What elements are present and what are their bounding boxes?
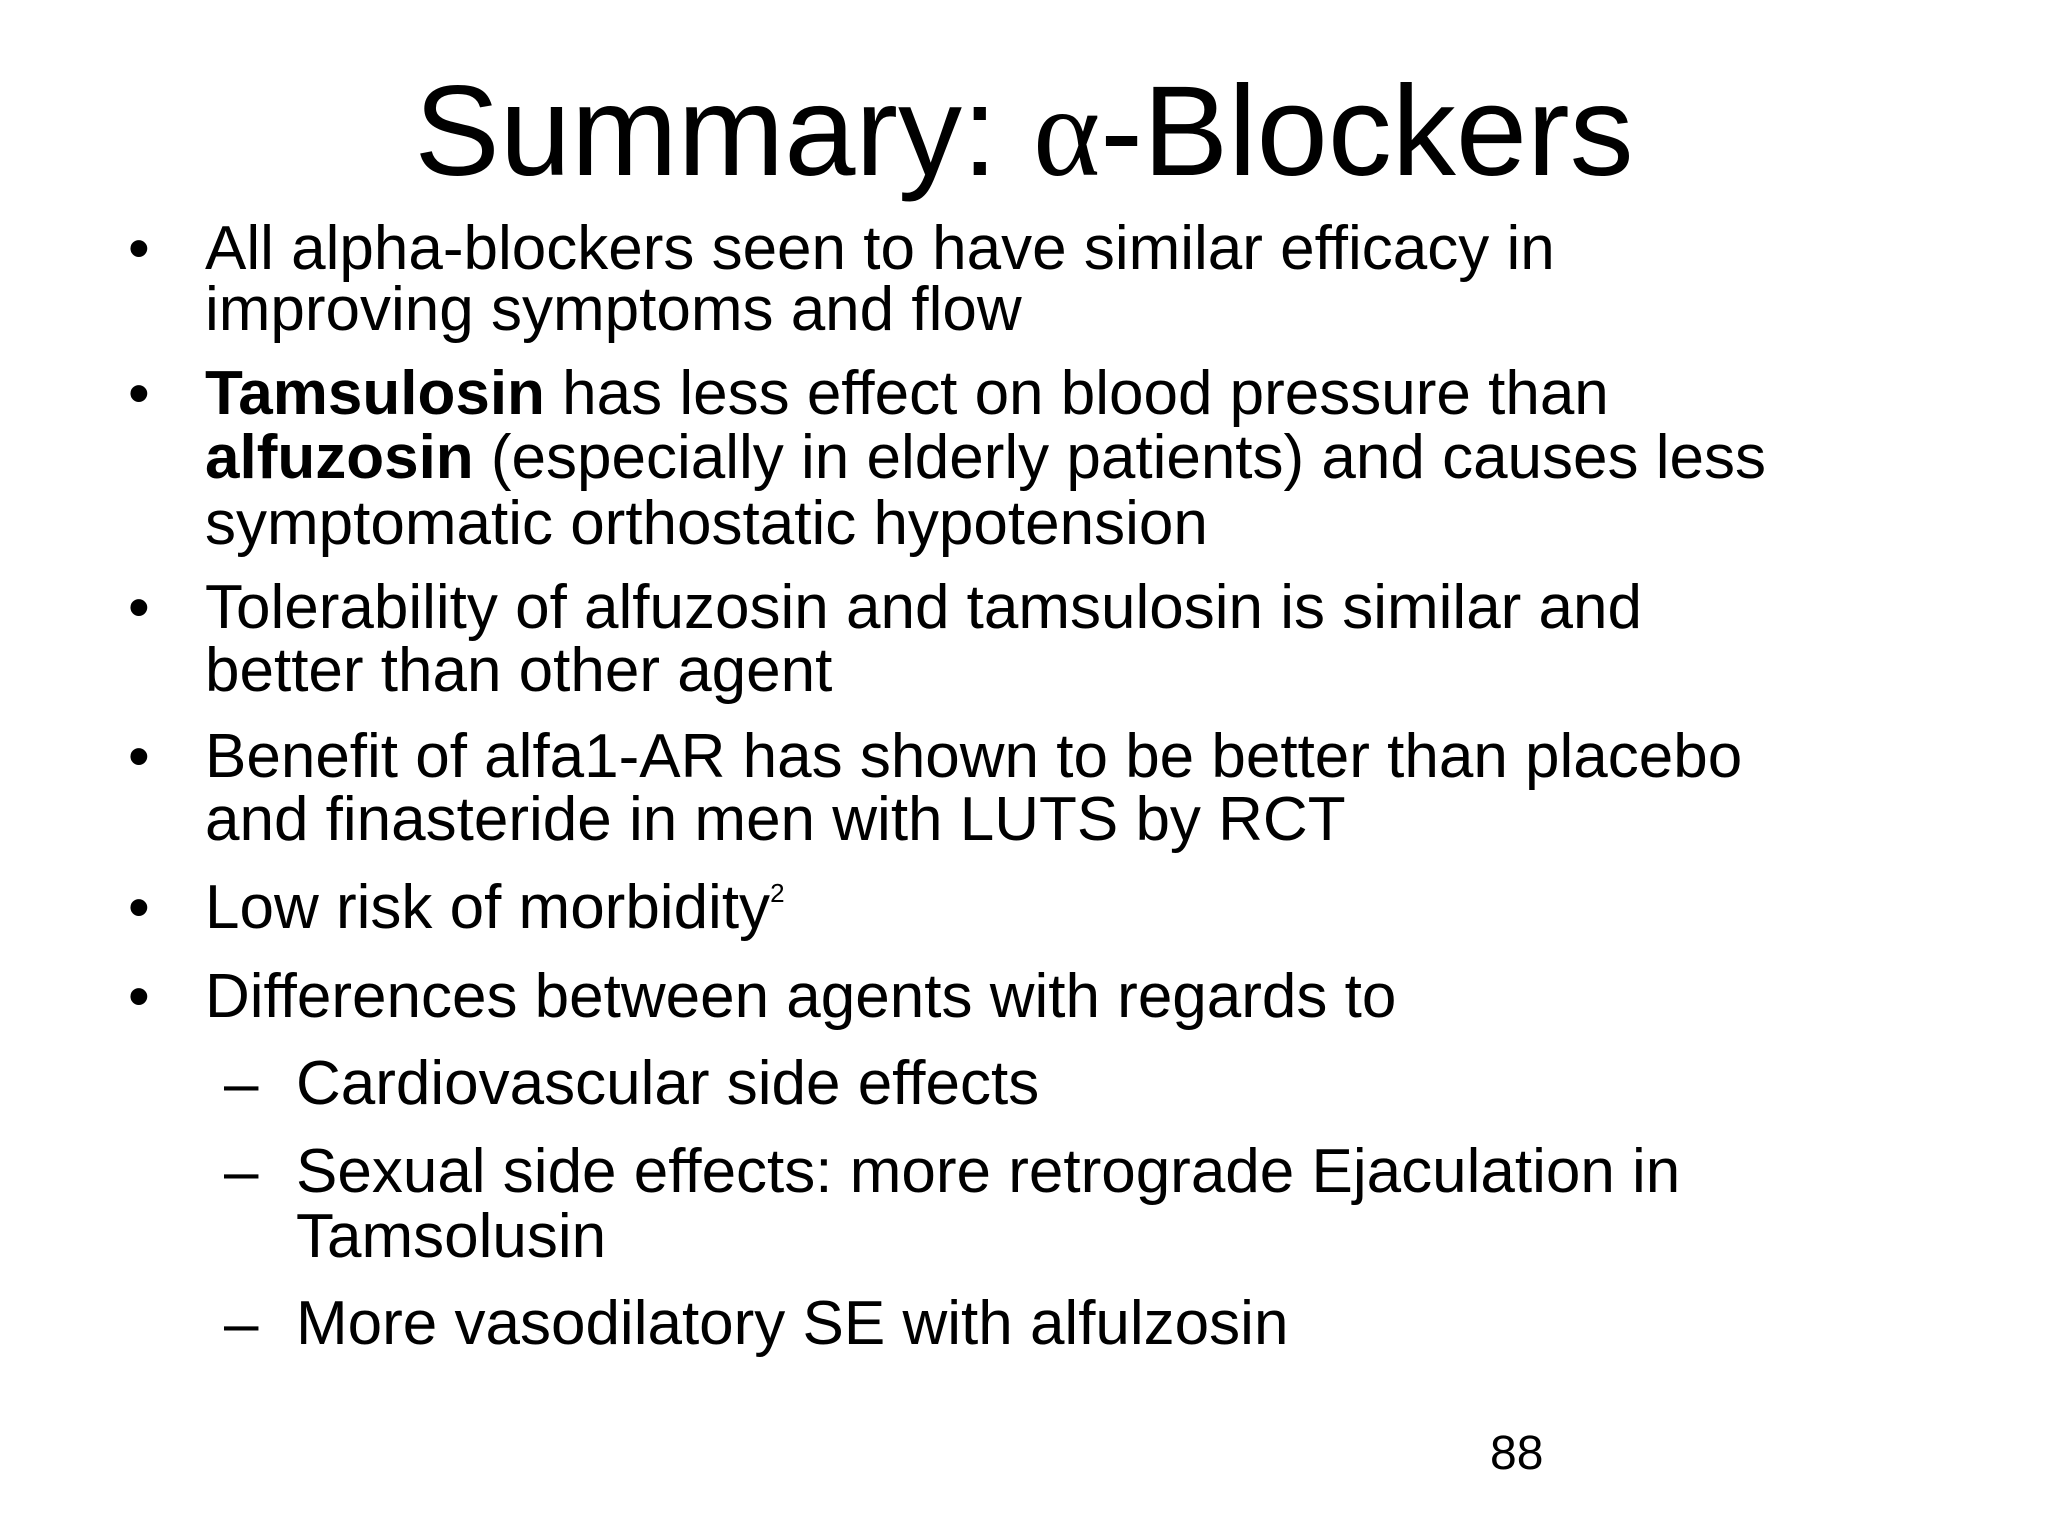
bullet-marker: • [128,359,150,428]
bullet-marker: • [128,573,150,642]
bullet-text [205,424,1766,492]
bullet-text: better than other agent [205,636,833,705]
page-number: 88 [1490,1427,1544,1480]
footnote-reference: 2 [770,878,785,908]
sub-item-text: Tamsolusin [296,1202,607,1271]
title-alpha-symbol: α [1033,61,1101,203]
bullet-marker: • [128,873,150,942]
bullet-text: and finasteride in men with LUTS by RCT [205,785,1346,854]
bullet-marker: • [128,722,150,791]
bullet-text-rest: has less effect on blood pressure than [544,359,1609,428]
bullet-text [205,360,1609,428]
bullet-text-main: Low risk of morbidity [205,873,771,942]
bold-term-tamsulosin: Tamsulosin [205,359,545,428]
dash-marker: – [224,1049,259,1118]
bullet-text [205,874,785,942]
bullet-text: Tolerability of alfuzosin and tamsulosin is similar and [205,573,1642,642]
bullet-text: improving symptoms and flow [205,275,1022,344]
bullet-text: All alpha-blockers seen to have similar efficacy in [205,214,1555,283]
bold-term-alfuzosin: alfuzosin [205,423,474,492]
sub-item-text: More vasodilatory SE with alfulzosin [296,1289,1289,1358]
title-suffix: -Blockers [1100,60,1634,203]
bullet-text: symptomatic orthostatic hypotension [205,489,1208,558]
bullet-text: Benefit of alfa1-AR has shown to be better than placebo [205,722,1743,791]
bullet-text: Differences between agents with regards to [205,962,1397,1031]
bullet-text-rest: (especially in elderly patients) and causes less [473,423,1766,492]
dash-marker: – [224,1137,259,1206]
bullet-marker: • [128,962,150,1031]
bullet-marker: • [128,214,150,283]
sub-item-text: Cardiovascular side effects [296,1049,1040,1118]
sub-item-text: Sexual side effects: more retrograde Ejaculation in [296,1137,1681,1206]
title-prefix: Summary: [414,60,1034,203]
dash-marker: – [224,1289,259,1358]
